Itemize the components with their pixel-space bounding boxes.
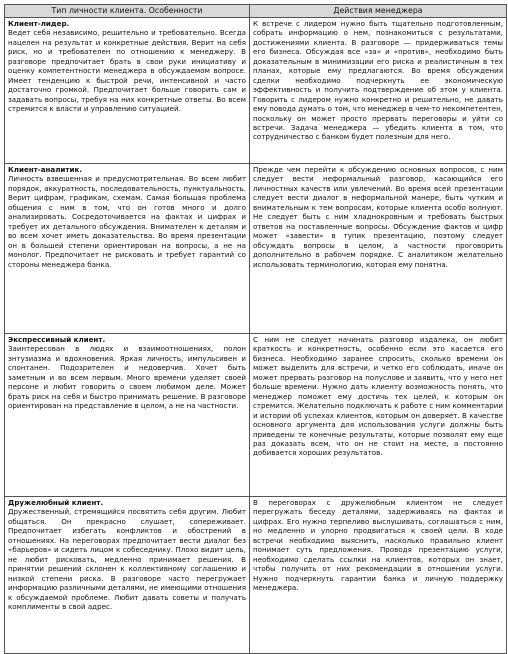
traits-cell (5, 18, 250, 164)
traits-cell (5, 334, 250, 497)
table-row (5, 18, 507, 164)
actions-cell (250, 18, 507, 164)
personality-table-container (4, 4, 506, 654)
table-row (5, 164, 507, 334)
actions-cell (250, 164, 507, 334)
actions-text: К встрече с лидером нужно быть тщательно подготовленным, собрать информацию о нем, познакомиться с результатами, достижениями клиента. В разговоре — придерживаться темы его бизнеса. Обсуждая все «за» и «против», необходимо быть доказательным в минимизации его риска и реалистичным в тех планах, которые ему предлагаются. Во время обсуждения сделки необходимо подчеркнуть ее экономическую эффективность и получить подтверждение об этом у клиента. Говорить с лидером нужно конкретно и решительно, не давать ему повода думать о том, что менеджер в чем-то некомпетентен, поскольку он может просто прервать переговоры и уйти со встречи. Задача менеджера — убедить клиента в том, что сотрудничество с банком будет полезным для него. (253, 19, 503, 142)
traits-cell (5, 164, 250, 334)
header-manager-actions: Действия менеджера (250, 5, 507, 18)
row-title: Дружелюбный клиент. (8, 498, 104, 507)
traits-text: Личность взвешенная и предусмотрительная. Во всем любит порядок, аккуратность, последовательность, пунктуальность. Верит цифрам, графикам, схемам. Самая большая проблема общения с ним в том, что он готов много и долго анализировать. Сосредоточивается на фактах и цифрах и требует их детального обсуждения. Внимателен к деталям и во всем хочет иметь доказательства. Во время презентации он в большей степени ориентирован на вопросы, а не на монолог. Предпочитает не рисковать и требует гарантий со стороны менеджера банка. (8, 174, 246, 269)
traits-text: Ведет себя независимо, решительно и требовательно. Всегда нацелен на результат и конкретные действия. Верит на себя риск, но и требователен по отношению к менеджеру. В разговоре предпочитает брать в свои руки инициативу и оценку компетентности менеджера в обсуждаемом вопросе. Имеет тенденцию к быстрой речи, интенсивной и часто достаточно громкой. Предпочитает больше говорить сам и задавать вопросы, требуя на них конкретные ответы. Во всем стремится к власти и управлению ситуацией. (8, 28, 246, 114)
row-title: Экспрессивный клиент. (8, 335, 106, 344)
table-row (5, 334, 507, 497)
header-personality-type: Тип личности клиента. Особенности (5, 5, 250, 18)
table-header-row (5, 5, 507, 18)
personality-table (4, 4, 507, 654)
actions-text: Прежде чем перейти к обсуждению основных вопросов, с ним следует вести неформальный разговор, касающийся его личностных качеств или увлечений. Во время всей презентации следует вести диалог в неформальной манере, быть чутким и внимательным к тем вопросам, которые клиента особо волнуют. Не следует быть с ним хладнокровным и требовать быстрых ответов на поставленные вопросы. Обсуждение фактов и цифр может «завести» в тупик презентацию, поэтому следует обсуждать вопросы в целом, а частности проговорить дополнительно в рабочем порядке. С аналитиком желательно использовать терминологию, которая ему понятна. (253, 165, 503, 269)
actions-text: В переговорах с дружелюбным клиентом не следует перегружать беседу деталями, задерживаясь на фактах и цифрах. Его нужно терпеливо выслушивать, соглашаться с ним, но медленно и упорно продвигаться к своей цели. В ходе встречи необходимо выяснить, насколько правильно клиент понимает суть предложения. Проводя презентацию услуги, необходимо сделать ссылки на клиентов, которых он знает, чтобы получить от них рекомендации в отношении услуги. Нужно подчеркнуть гарантии банка и личную поддержку менеджера. (253, 498, 503, 593)
table-row (5, 497, 507, 654)
traits-cell (5, 497, 250, 654)
actions-cell (250, 334, 507, 497)
traits-text: Заинтересован в людях и взаимоотношениях, полон энтузиазма и вдохновения. Яркая личность, импульсивен и спонтанен. Подозрителен и недоверчив. Хочет быть заметным и во всем первым. Много времени уделяет своей персоне и любит говорить о своем любимом деле. Может брать риск на себя и быстро принимать решение. В разговоре ориентирован на представление в целом, а не на частности. (8, 344, 246, 411)
actions-cell (250, 497, 507, 654)
actions-text: С ним не следует начинать разговор издалека, он любит краткость и конкретность, особенно если это касается его бизнеса. Необходимо заранее спросить, сколько времени он может выделить для встречи, и четко его соблюдать, иначе он может прервать разговор на полуслове и заявить, что у него нет больше времени. Нужно дать клиенту возможность понять, что менеджер поможет ему достичь тех целей, к которым он стремится. Желательно подключать к работе с ним комментарии и истории об успехах клиентов, которым он доверяет. В качестве основного аргумента для использования услуги должны быть приведены те конечные результаты, которые позволят ему еще раз доказать всем, что он не стоит на месте, а постоянно добивается хороших результатов. (253, 335, 503, 458)
row-title: Клиент-аналитик. (8, 165, 82, 174)
row-title: Клиент-лидер. (8, 19, 70, 28)
traits-text: Дружественный, стремящийся посвятить себя другим. Любит общаться. Он прекрасно слушает, сопереживает. Предпочитает избегать конфликтов и обострений в отношениях. На переговорах предпочитает вести диалог без «барьеров» и сидеть лицом к собеседнику. Плохо видит цель, не любит рисковать, медленно принимает решения. В принятии решений склонен к коллективному соглашению и низкой степени риска. В разговоре часто перегружает информацию различными деталями, не имеющими отношения к обсуждаемой проблеме. Любит давать советы и получать комплименты в свой адрес. (8, 507, 246, 611)
